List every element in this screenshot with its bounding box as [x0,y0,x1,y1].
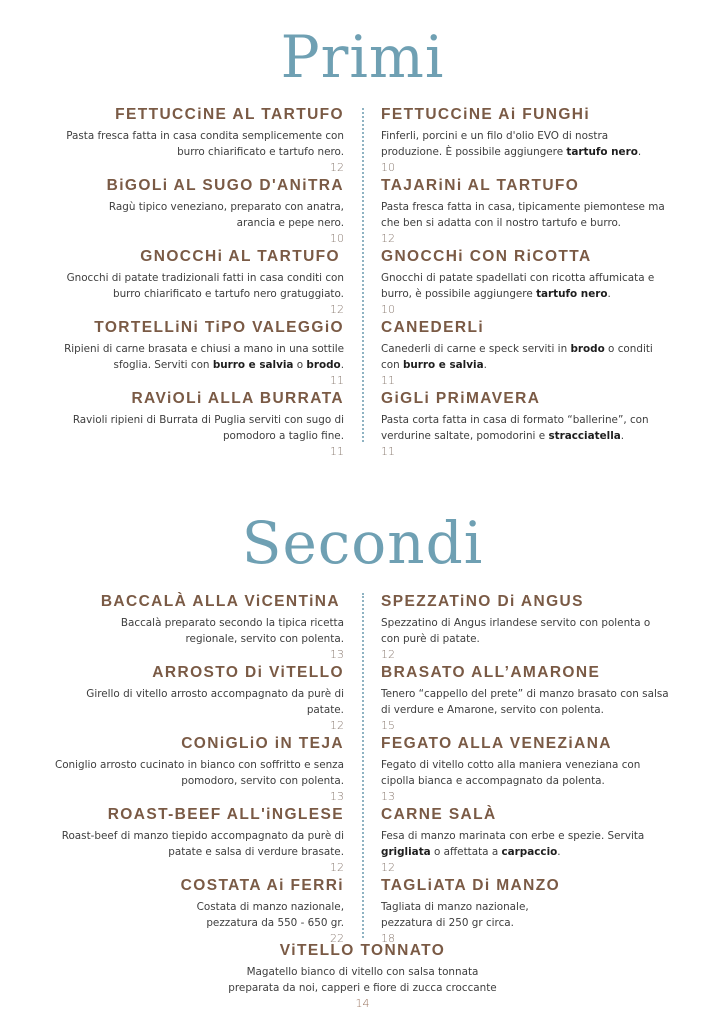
primi-left-column [40,106,344,461]
item-price: 10 [381,161,395,174]
menu-item [381,106,671,175]
item-description: Ragù tipico veneziano, preparato con anatra, arancia e pepe nero. [108,201,344,229]
secondi-right-column [381,593,671,948]
desc-text: o affettata a [430,846,502,858]
item-description [381,270,671,302]
desc-text: . [340,359,344,371]
column-divider [362,593,364,938]
item-price: 10 [381,303,395,316]
secondi-section-title: Secondi [241,509,484,577]
desc-text: . [557,846,561,858]
item-price: 10 [330,232,344,245]
item-price: 14 [355,997,370,1010]
item-name: COSTATA Ai FERRi [180,877,344,894]
item-price: 11 [330,445,344,458]
menu-item [381,664,671,733]
column-divider [362,108,364,442]
desc-text: Fesa di manzo marinata con erbe e spezie. Servita [381,830,645,842]
menu-item [381,735,671,804]
item-description: Pasta fresca fatta in casa condita semplicemente con burro chiarificato e tartufo nero. [66,130,344,158]
item-description: Ravioli ripieni di Burrata di Puglia serviti con sugo di pomodoro a taglio fine. [72,414,344,442]
desc-highlight: tartufo nero [566,146,638,158]
item-price: 22 [330,932,344,945]
item-description [381,128,671,160]
menu-item [40,177,344,246]
desc-highlight: carpaccio [501,846,558,858]
item-description: Tagliata di manzo nazionale, pezzatura di 250 gr circa. [381,901,529,929]
item-price: 12 [330,161,344,174]
item-description: Coniglio arrosto cucinato in bianco con soffritto e senza pomodoro, servito con polenta. [54,759,344,787]
desc-highlight: brodo [306,359,341,371]
menu-item [381,806,671,875]
menu-item [381,593,671,662]
item-name: BiGOLi AL SUGO D'ANiTRA [106,177,344,194]
item-name: CARNE SALÀ [381,806,497,823]
desc-text: . [607,288,611,300]
item-description: Spezzatino di Angus irlandese servito con polenta o con purè di patate. [381,617,651,645]
desc-text: Gnocchi di patate spadellati con ricotta affumicata e burro, è possibile aggiungere [381,272,655,300]
desc-text: . [637,146,642,158]
item-price: 12 [381,861,395,874]
item-price: 12 [330,303,344,316]
item-description: Tenero “cappello del prete” di manzo brasato con salsa di verdure e Amarone, servito con polenta. [381,688,669,716]
item-name: TORTELLiNi TiPO VALEGGiO [94,319,344,336]
primi-right-column [381,106,671,461]
menu-item [40,877,344,946]
desc-highlight: stracciatella [548,430,621,442]
desc-text: Canederli di carne e speck serviti in [381,343,571,355]
item-price: 12 [381,232,395,245]
desc-text: o [293,359,307,371]
item-description [381,828,671,860]
item-price: 12 [330,861,344,874]
item-description: Roast-beef di manzo tiepido accompagnato da purè di patate e salsa di verdure brasate. [61,830,344,858]
item-name: ViTELLO TONNATO [279,942,446,959]
menu-item [40,106,344,175]
item-description [381,412,671,444]
item-price: 13 [330,790,344,803]
menu-item [381,319,671,388]
item-description: Costata di manzo nazionale, pezzatura da 550 - 650 gr. [196,901,344,929]
item-name: BRASATO ALL’AMARONE [381,664,601,681]
item-name: ROAST-BEEF ALL'iNGLESE [107,806,344,823]
item-price: 12 [330,719,344,732]
item-price: 18 [381,932,395,945]
item-name: FETTUCCiNE Ai FUNGHi [381,106,591,123]
item-name: CONiGLiO iN TEJA [181,735,344,752]
item-name: FETTUCCiNE AL TARTUFO [115,106,344,123]
item-description [381,341,671,373]
item-description: Pasta fresca fatta in casa, tipicamente piemontese ma che ben si adatta con il nostro tartufo e burro. [381,201,665,229]
desc-text: o conditi con [381,343,653,371]
item-description [40,341,344,373]
desc-highlight: grigliata [381,846,431,858]
item-name: GNOCCHi CON RiCOTTA [381,248,592,265]
menu-item [40,593,344,662]
item-description: Fegato di vitello cotto alla maniera veneziana con cipolla bianca e accompagnato da polenta. [381,759,641,787]
item-description: Gnocchi di patate tradizionali fatti in casa conditi con burro chiarificato e tartufo nero gratuggiato. [66,272,344,300]
desc-text: Ripieni di carne brasata e chiusi a mano in una sottile sfoglia. Serviti con [64,343,344,371]
item-price: 11 [381,374,395,387]
desc-text: Finferli, porcini e un filo d'olio EVO di nostra produzione. È possibile aggiungere [381,130,609,158]
item-name: BACCALÀ ALLA ViCENTiNA [100,593,340,610]
item-description-line-2: preparata da noi, capperi e fiore di zucca croccante [228,982,497,994]
menu-item [381,877,671,946]
item-price: 11 [381,445,395,458]
menu-item [381,390,671,459]
item-name: RAViOLi ALLA BURRATA [131,390,344,407]
item-description: Girello di vitello arrosto accompagnato da purè di patate. [86,688,344,716]
item-description-line-1: Magatello bianco di vitello con salsa tonnata [246,966,479,978]
item-name: FEGATO ALLA VENEZiANA [381,735,612,752]
item-price: 13 [381,790,395,803]
menu-item [40,735,344,804]
item-name: TAGLiATA Di MANZO [381,877,561,894]
item-name: CANEDERLi [381,319,485,336]
item-price: 13 [330,648,344,661]
item-name: GiGLi PRiMAVERA [381,390,541,407]
menu-item [40,319,344,388]
desc-highlight: brodo [570,343,605,355]
item-name: TAJARiNi AL TARTUFO [381,177,580,194]
desc-highlight: burro e salvia [212,359,294,371]
menu-item [381,177,671,246]
menu-item [40,806,344,875]
item-name: ARROSTO Di ViTELLO [152,664,344,681]
item-description: Baccalà preparato secondo la tipica ricetta regionale, servito con polenta. [120,617,344,645]
menu-item [40,664,344,733]
item-price: 15 [381,719,395,732]
desc-text: Pasta corta fatta in casa di formato “ballerine”, con verdurine saltate, pomodorini e [381,414,649,442]
item-price: 11 [330,374,344,387]
menu-item [40,390,344,459]
menu-item [381,248,671,317]
desc-text: . [483,359,487,371]
desc-highlight: burro e salvia [402,359,484,371]
menu-item [40,248,344,317]
primi-section-title: Primi [280,23,445,91]
item-price: 12 [381,648,395,661]
menu-item-centered [0,942,725,1013]
desc-highlight: tartufo nero [536,288,608,300]
desc-text: . [620,430,625,442]
secondi-left-column [40,593,344,948]
item-name: SPEZZATiNO Di ANGUS [381,593,584,610]
item-name: GNOCCHi AL TARTUFO [140,248,340,265]
